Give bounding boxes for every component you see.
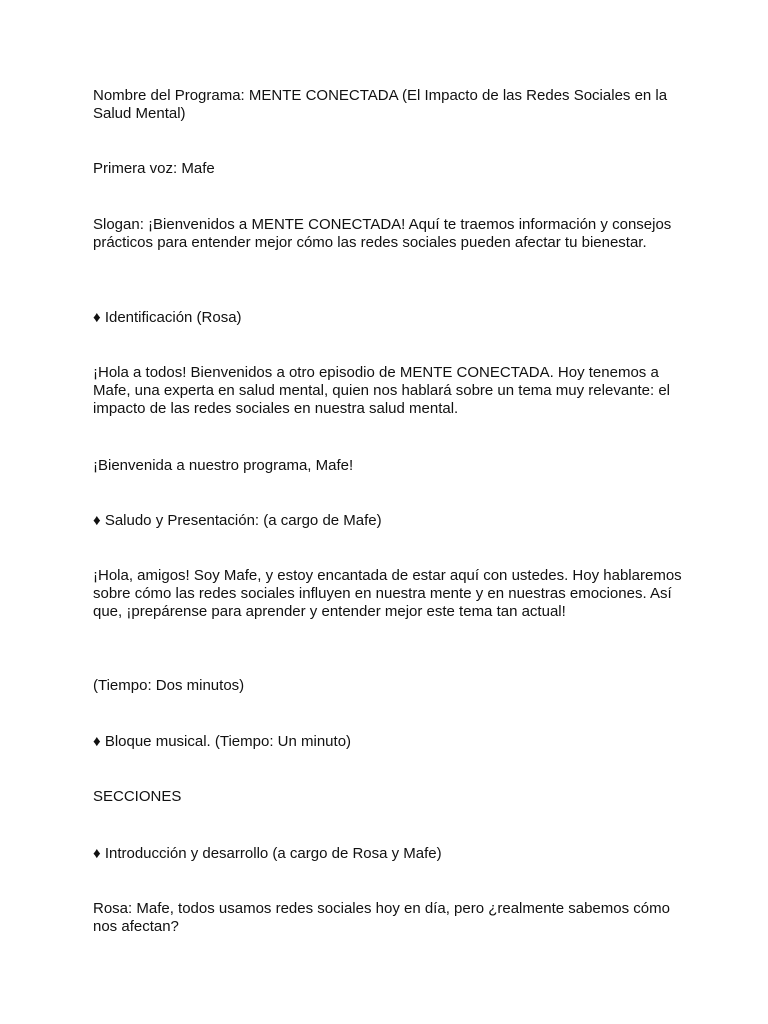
welcome-mafe-paragraph: ¡Bienvenida a nuestro programa, Mafe!	[93, 457, 354, 474]
introduction-heading: ♦ Introducción y desarrollo (a cargo de Rosa y Mafe)	[93, 845, 442, 862]
time-note-paragraph: (Tiempo: Dos minutos)	[93, 677, 245, 694]
program-name-paragraph: Nombre del Programa: MENTE CONECTADA (El Impacto de las Redes Sociales en la Salud Mental)	[93, 87, 668, 123]
greeting-paragraph: ¡Hola, amigos! Soy Mafe, y estoy encantada de estar aquí con ustedes. Hoy hablaremos sobre cómo las redes sociales influyen en nuestra mente y en nuestras emociones. Así que, ¡prepárense para aprender y entender mejor este tema tan actual!	[93, 567, 682, 621]
welcome-paragraph: ¡Hola a todos! Bienvenidos a otro episodio de MENTE CONECTADA. Hoy tenemos a Mafe, una experta en salud mental, quien nos hablará sobre un tema muy relevante: el impacto de las redes sociales en nuestra salud mental.	[93, 364, 671, 418]
rosa-question-paragraph: Rosa: Mafe, todos usamos redes sociales hoy en día, pero ¿realmente sabemos cómo nos afectan?	[93, 900, 670, 936]
music-block-heading: ♦ Bloque musical. (Tiempo: Un minuto)	[93, 733, 352, 750]
sections-heading: SECCIONES	[93, 788, 182, 805]
identification-heading: ♦ Identificación (Rosa)	[93, 309, 242, 326]
first-voice-paragraph: Primera voz: Mafe	[93, 160, 215, 177]
greeting-heading: ♦ Saludo y Presentación: (a cargo de Mafe)	[93, 512, 382, 529]
slogan-paragraph: Slogan: ¡Bienvenidos a MENTE CONECTADA! Aquí te traemos información y consejos prácticos para entender mejor cómo las redes sociales pueden afectar tu bienestar.	[93, 216, 672, 252]
